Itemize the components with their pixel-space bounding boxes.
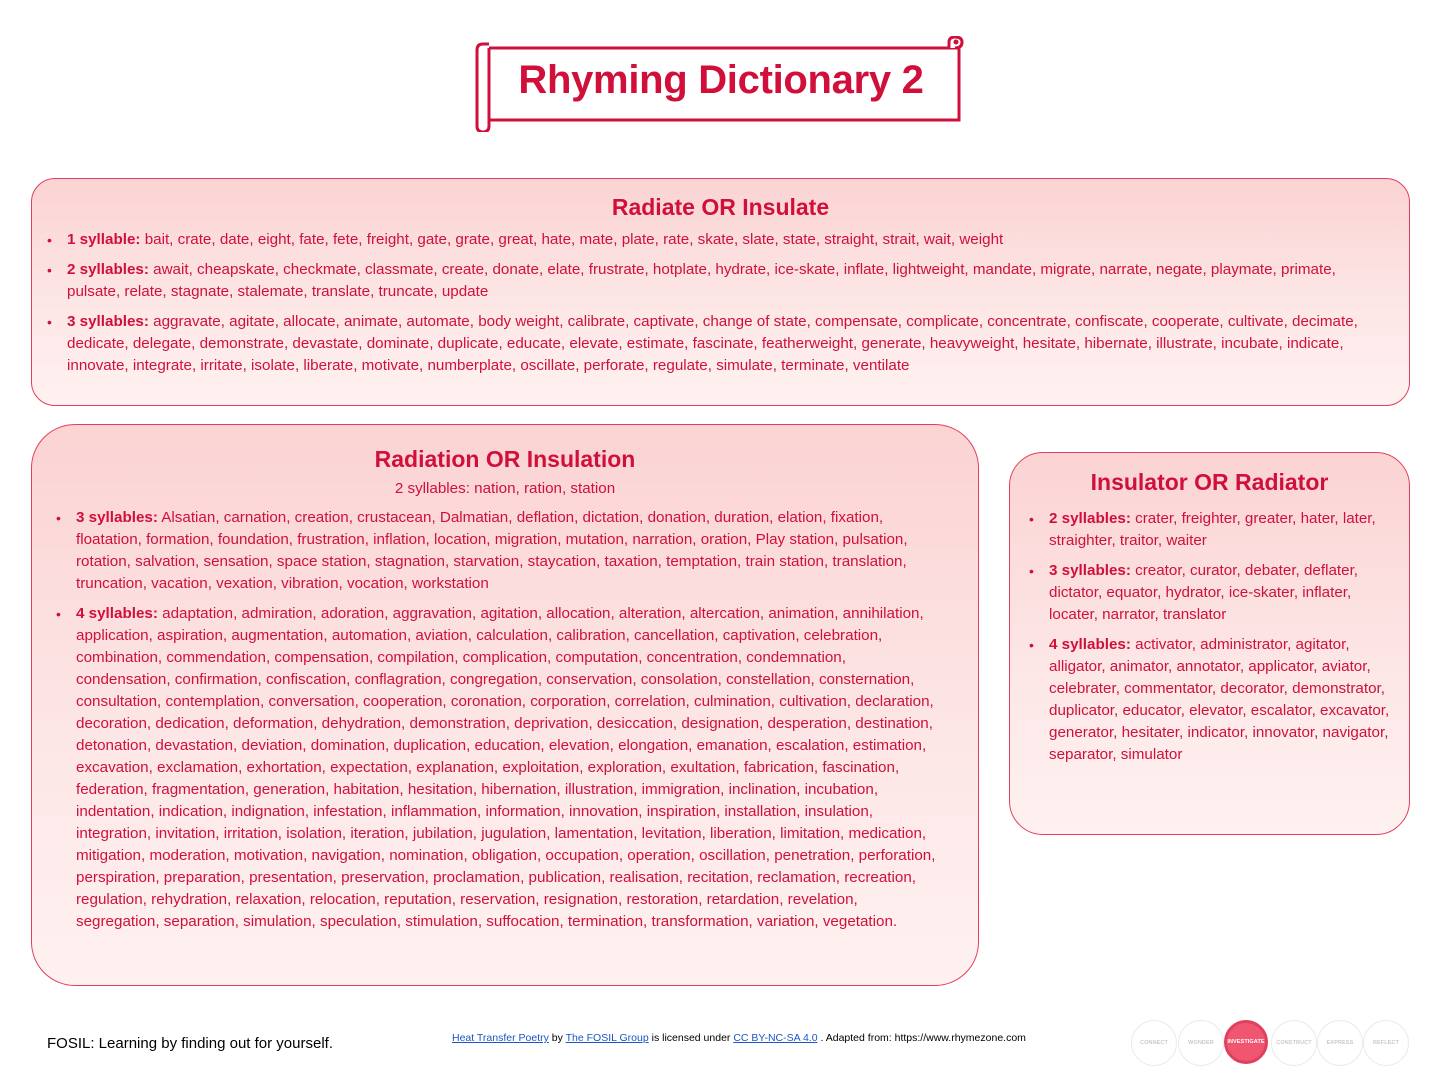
- word-list: aggravate, agitate, allocate, animate, automate, body weight, calibrate, captivate, change of state, compensate, complicate, concentrate, confiscate, cooperate, cultivate, decimate, dedicate, delegate, demonstrate, devastate, dominate, duplicate, educate, elevate, estimate, fascinate, featherweight, generate, heavyweight, hesitate, hibernate, illustrate, incubate, indicate, innovate, integrate, irritate, isolate, liberate, motivate, numberplate, oscillate, perforate, regulate, simulate, terminate, ventilate: [67, 313, 1358, 374]
- word-list: crater, freighter, greater, hater, later, straighter, traitor, waiter: [1049, 510, 1376, 549]
- list-item: [47, 229, 1379, 251]
- title-banner: [475, 36, 967, 132]
- list-item: [1029, 560, 1391, 626]
- list-item: [47, 259, 1379, 303]
- license-by: by: [551, 1032, 563, 1044]
- work-link[interactable]: Heat Transfer Poetry: [452, 1032, 549, 1044]
- stage-wonder: WONDER: [1178, 1020, 1224, 1066]
- syllable-list: [1010, 496, 1409, 766]
- word-list: activator, administrator, agitator, alligator, animator, annotator, applicator, aviator, celebrater, commentator, decorator, demonstrator, duplicator, educator, elevator, escalator, excavator, generator, hesitater, indicator, innovator, navigator, separator, simulator: [1049, 636, 1390, 763]
- footer-tagline: FOSIL: Learning by finding out for yourself.: [47, 1035, 333, 1052]
- panel-subheading: 2 syllables: nation, ration, station: [394, 480, 616, 497]
- syllable-label: 4 syllables:: [76, 605, 158, 622]
- syllable-label: 3 syllables:: [67, 313, 149, 330]
- list-item: [56, 603, 938, 933]
- fosil-stage-cycle: [1131, 1020, 1411, 1066]
- word-list: await, cheapskate, checkmate, classmate, create, donate, elate, frustrate, hotplate, hydrate, ice-skate, inflate, lightweight, mandate, migrate, narrate, negate, playmate, primate, pulsate, relate, stagnate, stalemate, translate, truncate, update: [67, 261, 1336, 300]
- stage-connect: CONNECT: [1131, 1020, 1177, 1066]
- list-item: [1029, 508, 1391, 552]
- syllable-label: 3 syllables:: [1049, 562, 1131, 579]
- panel-radiate-insulate: [31, 178, 1410, 406]
- word-list: creator, curator, debater, deflater, dictator, equator, hydrator, ice-skater, inflater, locater, narrator, translator: [1049, 562, 1359, 623]
- word-list: bait, crate, date, eight, fate, fete, freight, gate, grate, great, hate, mate, plate, rate, skate, slate, state, straight, strait, wait, weight: [144, 231, 1004, 248]
- stage-construct: CONSTRUCT: [1271, 1020, 1317, 1066]
- panel-insulator-radiator: [1009, 452, 1410, 835]
- license-text: is licensed under: [651, 1032, 731, 1044]
- list-item: [56, 507, 938, 595]
- page-title: Rhyming Dictionary 2: [518, 58, 924, 102]
- stage-express: EXPRESS: [1317, 1020, 1363, 1066]
- syllable-list: [32, 500, 978, 933]
- syllable-label: 4 syllables:: [1049, 636, 1131, 653]
- list-item: [47, 311, 1379, 377]
- license-notice: [452, 1032, 1026, 1044]
- panel-heading: Radiate OR Insulate: [611, 194, 830, 220]
- syllable-label: 2 syllables:: [1049, 510, 1131, 527]
- word-list: Alsatian, carnation, creation, crustacean, Dalmatian, deflation, dictation, donation, duration, elation, fixation, floatation, formation, foundation, frustration, inflation, location, migration, mutation, narration, oration, Play station, pulsation, rotation, salvation, sensation, space station, stagnation, starvation, staycation, taxation, temptation, train station, translation, truncation, vacation, vexation, vibration, vocation, workstation: [76, 509, 908, 592]
- stage-reflect: REFLECT: [1363, 1020, 1409, 1066]
- panel-radiation-insulation: [31, 424, 979, 986]
- panel-heading: Insulator OR Radiator: [1090, 469, 1329, 495]
- license-link[interactable]: CC BY-NC-SA 4.0: [733, 1032, 818, 1044]
- syllable-label: 1 syllable:: [67, 231, 141, 248]
- stage-investigate: INVESTIGATE: [1224, 1020, 1268, 1064]
- panel-heading: Radiation OR Insulation: [374, 446, 636, 472]
- group-link[interactable]: The FOSIL Group: [565, 1032, 649, 1044]
- syllable-list: [32, 221, 1409, 377]
- syllable-label: 2 syllables:: [67, 261, 149, 278]
- word-list: adaptation, admiration, adoration, aggravation, agitation, allocation, alteration, altercation, animation, annihilation, application, aspiration, augmentation, automation, aviation, calculation, calibration, cancellation, captivation, celebration, combination, commendation, compensation, compilation, complication, computation, concentration, condemnation, condensation, confirmation, confiscation, conflagration, congregation, conservation, consolation, constellation, consternation, consultation, contemplation, conversation, cooperation, coronation, corporation, correlation, culmination, cultivation, declaration, decoration, dedication, deformation, dehydration, demonstration, deprivation, desiccation, designation, desperation, destination, detonation, devastation, deviation, domination, duplication, education, elevation, elongation, emanation, escalation, estimation, excavation, exclamation, exhortation, expectation, explanation, exploitation, exploration, exultation, fabrication, fascination, federation, fragmentation, generation, habitation, hesitation, hibernation, illustration, immigration, inclination, incubation, indentation, indication, indignation, infestation, inflammation, information, innovation, inspiration, installation, insulation, integration, invitation, irritation, isolation, iteration, jubilation, jugulation, lamentation, levitation, liberation, limitation, medication, mitigation, moderation, motivation, navigation, nomination, obligation, occupation, operation, oscillation, penetration, perforation, perspiration, preparation, presentation, preservation, proclamation, publication, realisation, recitation, reclamation, recreation, regulation, rehydration, relaxation, relocation, reputation, reservation, resignation, restoration, retardation, revelation, segregation, separation, simulation, speculation, stimulation, suffocation, termination, transformation, variation, vegetation.: [76, 605, 936, 930]
- syllable-label: 3 syllables:: [76, 509, 158, 526]
- adapted-from: . Adapted from: https://www.rhymezone.com: [820, 1032, 1026, 1044]
- list-item: [1029, 634, 1391, 766]
